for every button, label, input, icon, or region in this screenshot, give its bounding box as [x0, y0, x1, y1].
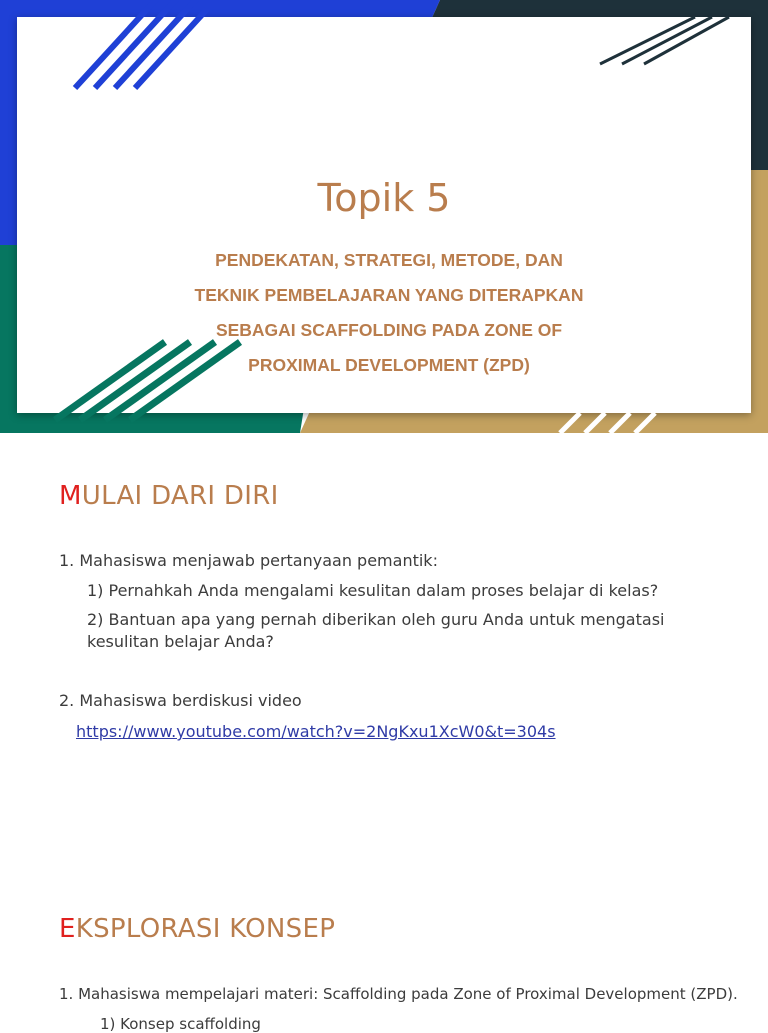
list-item-2: 2. Mahasiswa berdiskusi video	[59, 691, 302, 710]
explore-sub-item-1: 1) Konsep scaffolding	[100, 1015, 261, 1033]
content-slide	[0, 433, 768, 1033]
slide-subtitle	[150, 246, 628, 386]
section-heading-eksplorasi	[59, 914, 335, 944]
blue-stripes	[75, 0, 220, 88]
section-heading-mulai	[59, 481, 279, 511]
white-stripes	[560, 413, 655, 433]
subtitle-line-4: PROXIMAL DEVELOPMENT (ZPD)	[248, 355, 530, 375]
subtitle-line-3: SEBAGAI SCAFFOLDING PADA ZONE OF	[215, 320, 563, 340]
question-2-line-1: 2) Bantuan apa yang pernah diberikan oleh guru Anda untuk mengatasi	[87, 610, 665, 629]
heading-rest: KSPLORASI KONSEP	[75, 914, 336, 944]
explore-list-item-1: 1. Mahasiswa mempelajari materi: Scaffolding pada Zone of Proximal Development (ZPD).	[59, 985, 738, 1003]
navy-stripes	[600, 17, 729, 64]
heading-initial-letter: E	[59, 914, 76, 944]
subtitle-line-1: PENDEKATAN, STRATEGI, METODE, DAN	[215, 250, 563, 270]
slide-title: Topik 5	[317, 176, 451, 220]
heading-rest: ULAI DARI DIRI	[81, 481, 279, 511]
question-2-line-2: kesulitan belajar Anda?	[87, 632, 274, 651]
list-item-1: 1. Mahasiswa menjawab pertanyaan pemantik:	[59, 551, 438, 570]
question-1: 1) Pernahkah Anda mengalami kesulitan dalam proses belajar di kelas?	[87, 581, 659, 600]
subtitle-line-2: TEKNIK PEMBELAJARAN YANG DITERAPKAN	[194, 285, 584, 305]
youtube-video-link[interactable]: https://www.youtube.com/watch?v=2NgKxu1XcW0&t=304s	[76, 722, 556, 741]
heading-initial-letter: M	[59, 481, 82, 511]
title-slide	[0, 0, 768, 433]
